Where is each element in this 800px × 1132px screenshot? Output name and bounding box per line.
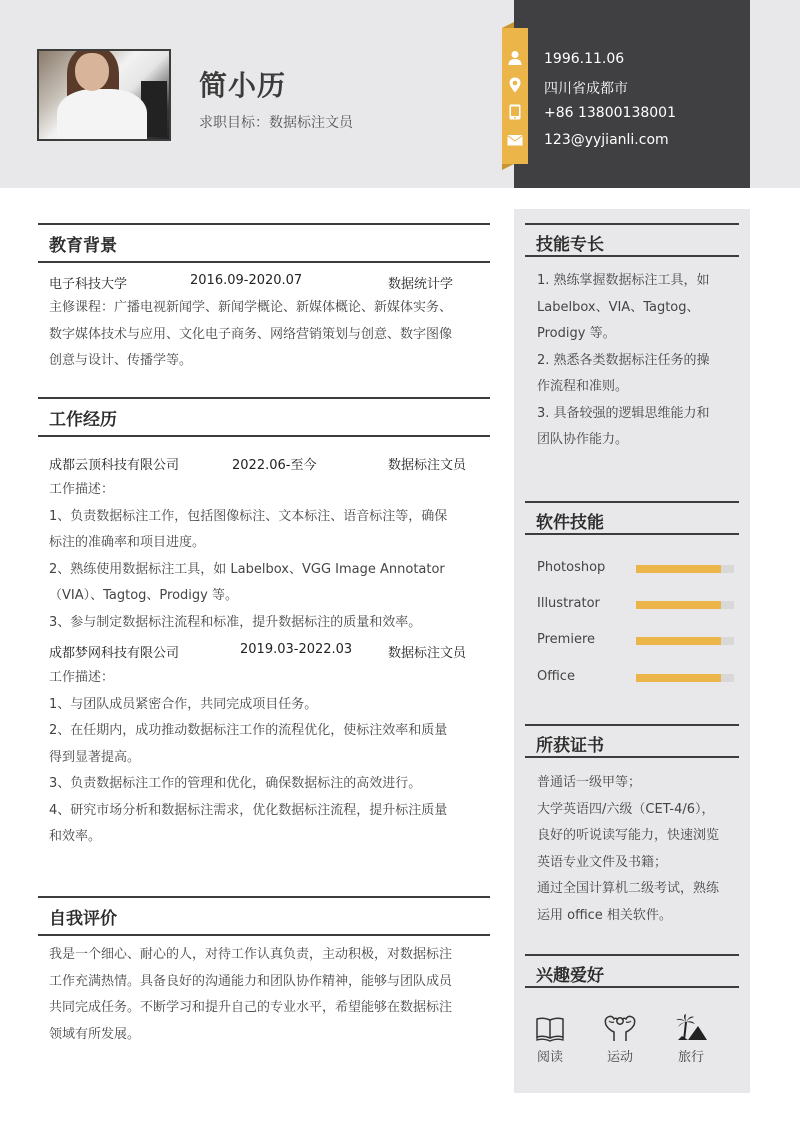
education-period: 2016.09-2020.07 xyxy=(190,273,303,288)
palm-tree-icon xyxy=(674,1014,708,1042)
birthdate: 1996.11.06 xyxy=(544,51,625,67)
job-description: 工作描述： 1、与团队成员紧密合作，共同完成项目任务。 2、在任期内，成功推动数据标注工作的流程优化，使标注效率和质量 得到显著提高。 3、负责数据标注工作的管理和优化，确保数据标注的高效进行。 4、研究市场分析和数据标注需求，优化数据标注流程，提升标注质量 和效率。 xyxy=(49,670,448,844)
section-title-certificates: 所获证书 xyxy=(525,724,739,758)
person-icon xyxy=(507,50,523,66)
course-list: 主修课程：广播电视新闻学、新闻学概论、新媒体概论、新媒体实务、 数字媒体技术与应用、文化电子商务、网络营销策划与创意、数字图像 创意与设计、传播学等。 xyxy=(49,300,453,368)
location-pin-icon xyxy=(507,77,523,93)
major: 数据统计学 xyxy=(388,277,454,292)
mail-icon xyxy=(507,132,523,148)
hobby-travel: 旅行 xyxy=(666,1014,716,1065)
candidate-name: 简小历 xyxy=(199,69,287,102)
skills-list: 1. 熟练掌握数据标注工具，如 Labelbox、VIA、Tagtog、 Prodigy 等。 2. 熟悉各类数据标注任务的操 作流程和准则。 3. 具备较强的逻辑思维能力和 团队协作能力。 xyxy=(537,273,710,447)
section-title-work: 工作经历 xyxy=(38,397,490,437)
phone-icon xyxy=(507,104,523,120)
job-role: 数据标注文员 xyxy=(388,458,467,473)
software-name: Premiere xyxy=(537,632,595,647)
phone-number[interactable]: +86 13800138001 xyxy=(544,105,676,121)
hobby-reading: 阅读 xyxy=(525,1016,575,1065)
section-title-education: 教育背景 xyxy=(38,223,490,263)
section-title-hobbies: 兴趣爱好 xyxy=(525,954,739,988)
job-role: 数据标注文员 xyxy=(388,646,467,661)
job-objective: 求职目标：数据标注文员 xyxy=(199,115,353,131)
section-title-software: 软件技能 xyxy=(525,501,739,535)
company-name: 成都梦网科技有限公司 xyxy=(49,646,180,661)
skill-bar-premiere xyxy=(636,637,734,645)
school-name: 电子科技大学 xyxy=(49,277,128,292)
job-description: 工作描述： 1、负责数据标注工作，包括图像标注、文本标注、语音标注等，确保 标注的准确率和项目进度。 2、熟练使用数据标注工具，如 Labelbox、VGG Image Annotator （VIA）、Tagtog、Prodigy 等。 3、参与制定数据标注流程和标准，提升数据标注的质量和效率。 xyxy=(49,482,448,630)
certificates-list: 普通话一级甲等； 大学英语四/六级（CET-4/6）， 良好的听说读写能力，快速浏览 英语专业文件及书籍； 通过全国计算机二级考试，熟练 运用 office 相关软件。 xyxy=(537,775,720,923)
section-title-self-evaluation: 自我评价 xyxy=(38,896,490,936)
software-name: Illustrator xyxy=(537,596,600,611)
software-name: Photoshop xyxy=(537,560,606,575)
hobby-sports: 运动 xyxy=(595,1014,645,1065)
job-period: 2022.06-至今 xyxy=(232,458,317,473)
company-name: 成都云顶科技有限公司 xyxy=(49,458,180,473)
skill-bar-photoshop xyxy=(636,565,734,573)
muscle-icon xyxy=(603,1014,637,1042)
email-address[interactable]: 123@yyjianli.com xyxy=(544,132,669,148)
software-name: Office xyxy=(537,669,575,684)
book-icon xyxy=(535,1016,565,1042)
self-evaluation-text: 我是一个细心、耐心的人，对待工作认真负责，主动积极，对数据标注 工作充满热情。具备良好的沟通能力和团队协作精神，能够与团队成员 共同完成任务。不断学习和提升自己的专业水平，希望能够在数据标注 领域有所发展。 xyxy=(49,947,453,1042)
job-period: 2019.03-2022.03 xyxy=(240,642,353,657)
section-title-skills: 技能专长 xyxy=(525,223,739,257)
profile-photo xyxy=(37,49,171,141)
skill-bar-illustrator xyxy=(636,601,734,609)
ribbon-fold xyxy=(502,164,514,170)
skill-bar-office xyxy=(636,674,734,682)
location: 四川省成都市 xyxy=(544,81,628,97)
